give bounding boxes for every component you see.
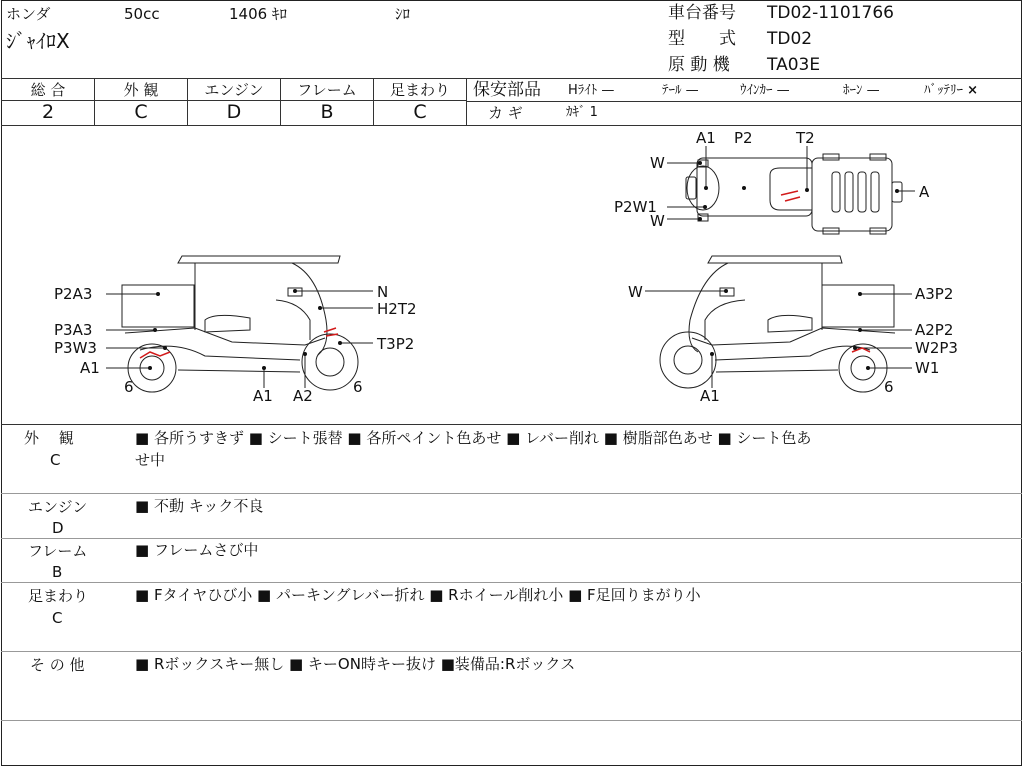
label-top-w: W: [650, 154, 665, 172]
note-category-other: そ の 他: [30, 656, 85, 674]
rating-value-exterior: C: [134, 101, 148, 123]
maker: ホンダ: [6, 5, 51, 23]
safety-item-tail: ﾃｰﾙ —: [662, 83, 699, 98]
note-divider: [1, 493, 1022, 494]
rating-header-exterior: 外 観: [123, 81, 159, 99]
label-top-a1: A1: [696, 129, 716, 147]
label-top-t2: T2: [796, 129, 815, 147]
note-category-frame: フレーム: [28, 542, 88, 560]
label-left-p2a3: P2A3: [54, 285, 93, 303]
chassis-value: TD02-1101766: [767, 3, 894, 23]
note-text-exterior: [135, 427, 811, 471]
note-category-exterior: 外 観: [24, 429, 74, 447]
displacement: 50cc: [124, 5, 160, 23]
safety-label: 保安部品: [473, 80, 541, 100]
safety-item-winker: ｳｲﾝｶｰ —: [740, 83, 790, 98]
rating-header-engine: エンジン: [204, 81, 264, 99]
note-text-other: ■ Rボックスキー無し ■ キーON時キー抜け ■装備品:Rボックス: [135, 655, 576, 673]
note-divider: [1, 720, 1022, 721]
label-left-n: N: [377, 283, 389, 301]
note-category-suspension: 足まわり: [28, 587, 89, 605]
grid-line: [1, 424, 1022, 425]
rating-header-overall: 総 合: [30, 81, 66, 99]
label-left-p3a3: P3A3: [54, 321, 93, 339]
safety-item-battery: ﾊﾞｯﾃﾘｰ ×: [924, 83, 979, 98]
label-right-w2p3: W2P3: [915, 339, 958, 357]
label-left-p3w3: P3W3: [54, 339, 97, 357]
label-right-a1-bottom: A1: [700, 387, 720, 405]
rating-value-frame: B: [320, 101, 334, 123]
note-divider: [1, 582, 1022, 583]
type-value: TD02: [767, 29, 813, 49]
note-divider: [1, 651, 1022, 652]
rating-header-frame: フレーム: [297, 81, 357, 99]
label-left-a1: A1: [80, 359, 100, 377]
rating-header-suspension: 足まわり: [389, 81, 450, 99]
label-left-a1-bottom: A1: [253, 387, 273, 405]
note-grade-suspension: C: [52, 609, 63, 627]
right-side-scooter: [660, 256, 895, 392]
note-text-suspension: ■ Fタイヤひび小 ■ パーキングレバー折れ ■ Rホイール削れ小 ■ F足回りまがり小: [135, 586, 701, 604]
label-left-a2-bottom: A2: [293, 387, 313, 405]
note-text-engine: ■ 不動 キック不良: [135, 497, 264, 515]
note-grade-engine: D: [52, 519, 64, 537]
leader-lines: [106, 146, 915, 388]
label-right-a3p2: A3P2: [915, 285, 954, 303]
label-right-w1: W1: [915, 359, 940, 377]
note-grade-frame: B: [52, 563, 63, 581]
label-left-six-rear: 6: [124, 378, 134, 396]
left-side-scooter: [122, 256, 358, 392]
label-top-a: A: [919, 183, 930, 201]
label-top-p2: P2: [734, 129, 753, 147]
type-label: 型 式: [668, 29, 736, 49]
inspection-diagram: [0, 126, 1022, 424]
label-right-six: 6: [884, 378, 894, 396]
chassis-label: 車台番号: [668, 3, 736, 23]
engine-label: 原 動 機: [668, 55, 730, 75]
note-text-frame: ■ フレームさび中: [135, 541, 259, 559]
note-line: せ中: [135, 451, 166, 469]
engine-value: TA03E: [767, 55, 821, 75]
rating-value-engine: D: [226, 101, 242, 123]
mileage: 1406 ｷﾛ: [229, 5, 287, 23]
rating-value-overall: 2: [41, 101, 55, 123]
label-top-w-bottom: W: [650, 212, 665, 230]
grid-line: [467, 101, 1022, 102]
label-left-six-front: 6: [353, 378, 363, 396]
safety-item-horn: ﾎｰﾝ —: [843, 83, 880, 98]
grid-line: [466, 78, 467, 125]
note-grade-exterior: C: [50, 451, 61, 469]
label-right-w: W: [628, 283, 643, 301]
model-name: ｼﾞｬｲﾛX: [6, 29, 70, 53]
top-view-scooter: [686, 154, 902, 234]
grid-line: [1, 78, 1022, 79]
label-left-h2t2: H2T2: [377, 300, 417, 318]
label-right-a2p2: A2P2: [915, 321, 954, 339]
label-left-t3p2: T3P2: [377, 335, 415, 353]
key-label: カ ギ: [488, 104, 523, 122]
label-top-p2w1: P2W1: [614, 198, 657, 216]
note-category-engine: エンジン: [28, 498, 88, 516]
note-line: ■ 各所うすきず ■ シート張替 ■ 各所ペイント色あせ ■ レバー削れ ■ 樹脂部色あせ ■ シート色あ: [135, 429, 812, 447]
safety-item-headlight: Hﾗｲﾄ —: [568, 83, 615, 98]
key-value: ｶｷﾞ 1: [566, 105, 598, 120]
color: ｼﾛ: [395, 5, 411, 23]
rating-value-suspension: C: [413, 101, 427, 123]
